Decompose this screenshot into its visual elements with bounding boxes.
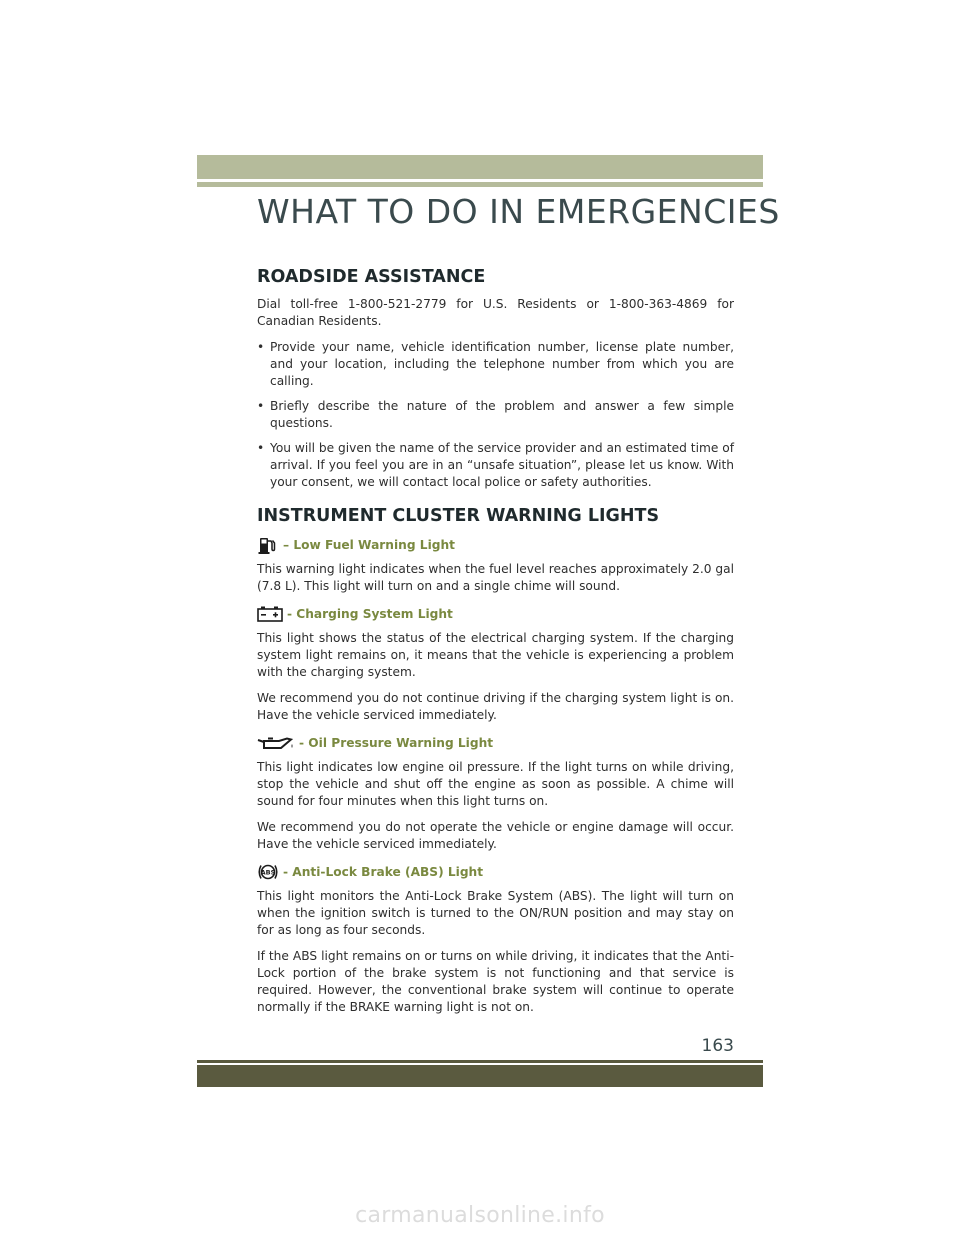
bullet-glyph: • xyxy=(257,441,265,455)
oil-can-icon xyxy=(257,735,295,751)
list-item-text: Briefly describe the nature of the problem and answer a few simple questions. xyxy=(270,399,734,430)
list-item xyxy=(257,440,734,491)
abs-paragraph-1: This light monitors the Anti-Lock Brake System (ABS). The light will turn on when the ignition switch is turned to the ON/RUN position and may stay on for as long as four seconds. xyxy=(257,889,734,937)
abs-title: - Anti-Lock Brake (ABS) Light xyxy=(283,864,484,879)
oil-pressure-paragraph-1: This light indicates low engine oil pressure. If the light turns on while driving, stop the vehicle and shut off the engine as soon as possible. A chime will sound for four minutes when this light turns on. xyxy=(257,760,734,808)
abs-icon-label: ABS xyxy=(260,868,276,877)
abs-subheading xyxy=(257,862,734,882)
section-title: WHAT TO DO IN EMERGENCIES xyxy=(257,192,780,231)
low-fuel-title: – Low Fuel Warning Light xyxy=(283,537,455,552)
charging-system-paragraph-1: This light shows the status of the electrical charging system. If the charging system light remains on, it means that the vehicle is experiencing a problem with the charging system. xyxy=(257,631,734,679)
charging-system-paragraph-2: We recommend you do not continue driving if the charging system light is on. Have the vehicle serviced immediately. xyxy=(257,691,734,722)
header-band xyxy=(197,155,763,179)
list-item-text: Provide your name, vehicle identification number, license plate number, and your location, including the telephone number from which you are calling. xyxy=(270,340,734,388)
list-item xyxy=(257,339,734,390)
charging-system-subheading xyxy=(257,604,734,624)
charging-system-title: - Charging System Light xyxy=(287,606,453,621)
abs-icon xyxy=(257,863,279,881)
page-number: 163 xyxy=(701,1036,734,1056)
watermark: carmanualsonline.info xyxy=(355,1203,605,1228)
oil-pressure-subheading xyxy=(257,733,734,753)
bullet-glyph: • xyxy=(257,399,265,413)
page-content xyxy=(257,266,734,1025)
roadside-bullet-list xyxy=(257,339,734,491)
roadside-heading: ROADSIDE ASSISTANCE xyxy=(257,267,486,287)
list-item-text: You will be given the name of the service provider and an estimated time of arrival. If you feel you are in an “unsafe situation”, please let us know. With your consent, we will contact local police or safety authorities. xyxy=(270,441,734,489)
header-rule xyxy=(197,182,763,187)
battery-icon xyxy=(257,606,283,622)
low-fuel-paragraph: This warning light indicates when the fuel level reaches approximately 2.0 gal (7.8 L). This light will turn on and a single chime will sound. xyxy=(257,562,734,593)
oil-pressure-paragraph-2: We recommend you do not operate the vehicle or engine damage will occur. Have the vehicle serviced immediately. xyxy=(257,820,734,851)
fuel-pump-icon xyxy=(257,537,279,554)
footer-band xyxy=(197,1065,763,1087)
list-item xyxy=(257,398,734,432)
abs-paragraph-2: If the ABS light remains on or turns on while driving, it indicates that the Anti-Lock portion of the brake system is not functioning and that service is required. However, the conventional brake system will continue to operate normally if the BRAKE warning light is not on. xyxy=(257,949,734,1014)
cluster-heading: INSTRUMENT CLUSTER WARNING LIGHTS xyxy=(257,506,660,526)
bullet-glyph: • xyxy=(257,340,265,354)
footer-rule xyxy=(197,1060,763,1063)
roadside-intro: Dial toll-free 1-800-521-2779 for U.S. Residents or 1-800-363-4869 for Canadian Residents. xyxy=(257,297,734,328)
oil-pressure-title: - Oil Pressure Warning Light xyxy=(299,735,494,750)
low-fuel-subheading xyxy=(257,535,734,555)
